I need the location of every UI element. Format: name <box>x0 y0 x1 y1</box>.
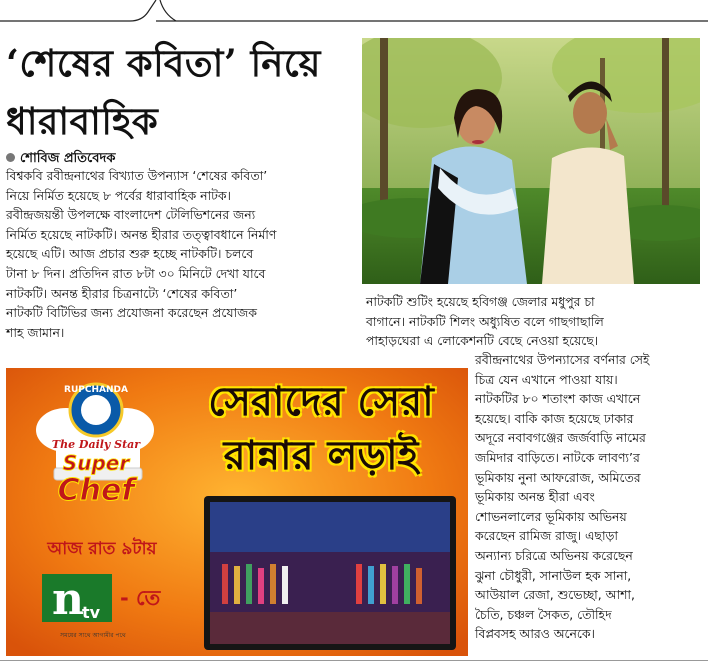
body-line: করেছেন রামিজ রাজু। এছাড়া <box>475 528 618 544</box>
bottom-border-rule <box>0 660 708 661</box>
body-line: বিপ্লবসহ আরও অনেকে। <box>475 626 595 642</box>
ad-headline-line-2: রান্নার লড়াই <box>223 433 419 479</box>
body-line: শাহ জামান। <box>6 324 65 340</box>
body-line: নাটকটি শুটিং হয়েছে হবিগঞ্জ জেলার মধুপুর চা <box>366 294 595 309</box>
tv-screen-icon <box>204 496 456 650</box>
body-line: অন্যান্য চরিত্রে অভিনয় করেছেন <box>475 547 633 563</box>
bullet-icon <box>6 153 15 162</box>
brand-arc-text: RUPCHANDA <box>64 385 128 395</box>
body-line: ভূমিকায় নুনা আফরোজ, অমিতের <box>475 469 641 485</box>
top-border-rule <box>0 0 708 22</box>
body-line: হয়েছে। বাকি কাজ হয়েছে ঢাকার <box>475 410 634 426</box>
body-line: ভূমিকায় অনন্ত হীরা এবং <box>475 489 595 505</box>
article-headline <box>6 34 356 150</box>
byline-text: শোবিজ প্রতিবেদক <box>20 151 116 166</box>
body-line: বাগানে। নাটকটি শিলং অধ্যুষিত বলে গাছগাছালি <box>366 313 604 329</box>
body-line: শোভনলালের ভূমিকায় অভিনয় <box>475 508 627 524</box>
svg-text:n: n <box>52 574 84 625</box>
body-line: নাটকটি। অনন্ত হীরার চিত্রনাট্যে ‘শেষের কবিতা’ <box>6 285 238 301</box>
ad-broadcast-time: আজ রাত ৯টায় <box>47 539 157 559</box>
body-line: চৈতি, চঞ্চল সৈকত, তৌহিদ <box>475 606 612 622</box>
body-line: নাটকটি বিটিভির জন্য প্রযোজনা করেছেন প্রযোজক <box>6 305 257 321</box>
headline-line-1: ‘শেষের কবিতা’ নিয়ে <box>6 41 321 85</box>
brand-sub-text: The Daily Star <box>51 438 141 451</box>
brand-super-text: Super <box>62 451 130 475</box>
body-line: টানা ৮ দিন। প্রতিদিন রাত ৮টা ৩০ মিনিটে দেখা যাবে <box>6 265 266 281</box>
body-line: রবীন্দ্রনাথের উপন্যাসের বর্ণনার সেই <box>475 352 650 367</box>
ntv-logo-icon <box>42 574 112 625</box>
body-line: জমিদার বাড়িতে। নাটকে লাবণ্য’র <box>475 449 640 465</box>
body-line: বিশ্বকবি রবীন্দ্রনাথের বিখ্যাত উপন্যাস ‘শেষের কবিতা’ <box>6 168 268 183</box>
brand-chef-text: Chef <box>57 473 135 508</box>
body-line: আউয়াল রেজা, শুভেচ্ছা, আশা, <box>475 587 635 603</box>
article-body-under-photo <box>366 292 698 351</box>
article-photo <box>362 38 700 284</box>
ad-channel-suffix: - তে <box>120 586 161 610</box>
body-line: পাহাড়ঘেরা এ লোকেশনটি বেছে নেওয়া হয়েছে। <box>366 333 599 349</box>
svg-text:tv: tv <box>82 603 101 622</box>
body-line: ঝুনা চৌধুরী, সানাউল হক সানা, <box>475 567 632 583</box>
body-line: নির্মিত হয়েছে নাটকটি। অনন্ত হীরার তত্ত্বাবধানে নির্মাণ <box>6 226 277 242</box>
body-line: অদূরে নবাবগঞ্জের জর্জবাড়ি নামের <box>475 430 646 446</box>
body-line: নিয়ে নির্মিত হয়েছে ৮ পর্বের ধারাবাহিক নাটক। <box>6 187 231 203</box>
body-line: নাটকটির ৮০ শতাংশ কাজ এখানে <box>475 391 641 407</box>
ad-headline-line-1: সেরাদের সেরা <box>208 379 434 425</box>
article-body-left <box>6 166 358 342</box>
article-body-right <box>475 350 699 644</box>
headline-line-2: ধারাবাহিক <box>6 99 159 143</box>
ad-channel-tagline: সময়ের সাথে আগামীর পথে <box>60 632 126 639</box>
body-line: হয়েছে এটি। আজ প্রচার শুরু হচ্ছে নাটকটি। চলবে <box>6 246 254 262</box>
body-line: চিত্র যেন এখানে পাওয়া যায়। <box>475 371 618 387</box>
super-chef-advertisement <box>6 368 468 656</box>
body-line: রবীন্দ্রজয়ন্তী উপলক্ষে বাংলাদেশ টেলিভিশনের জন্য <box>6 207 256 223</box>
